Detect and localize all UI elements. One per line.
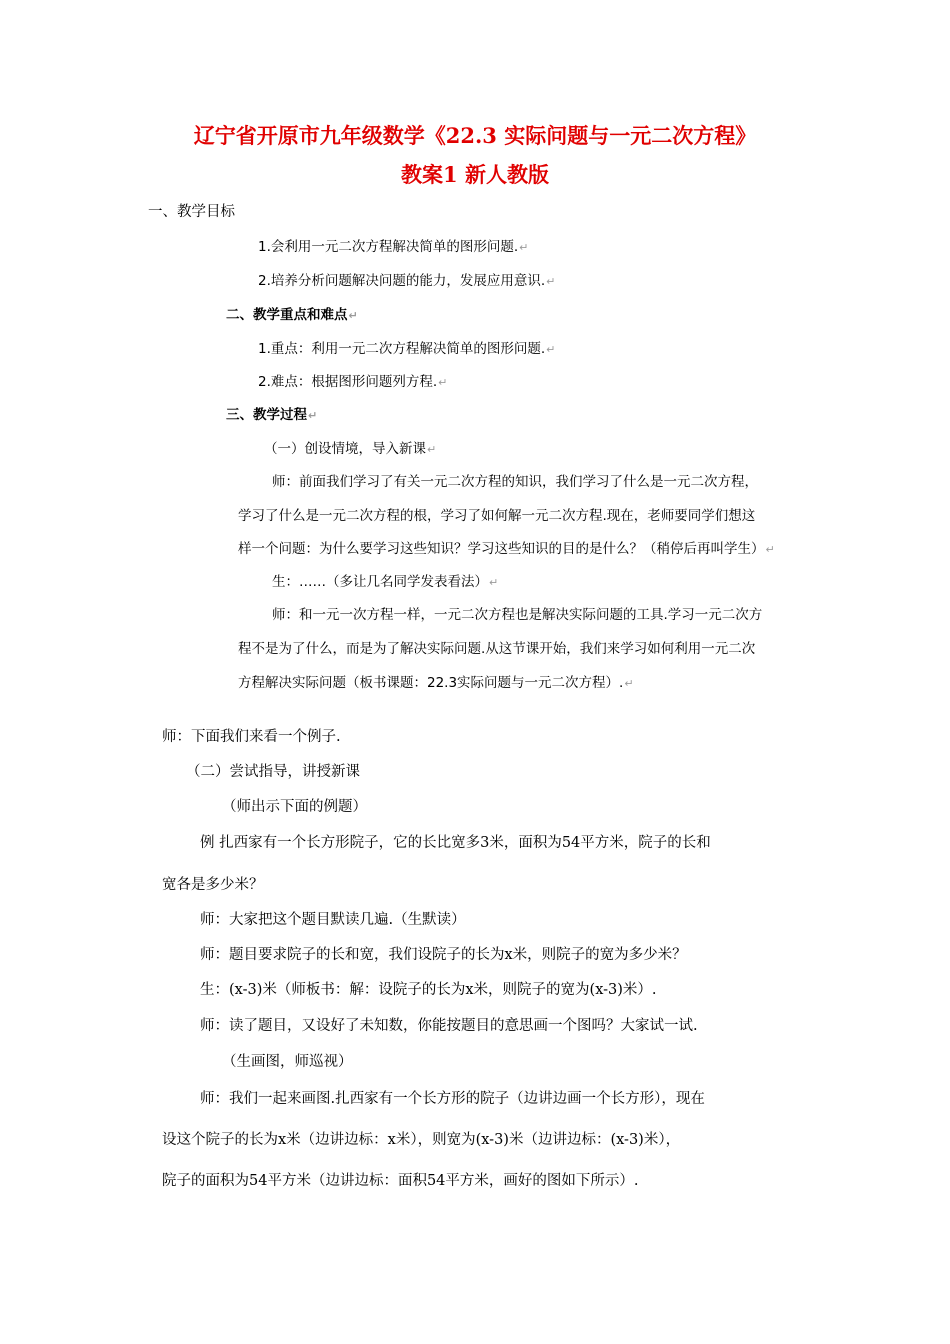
paragraph-mark-icon: ↵ [765,543,775,556]
body-line-4: 师：大家把这个题目默读几遍.（生默读） [200,912,466,928]
paragraph-mark-icon: ↵ [624,677,634,690]
section3-para1-line3: 样一个问题：为什么要学习这些知识？学习这些知识的目的是什么？（稍停后再叫学生）↵ [238,541,775,557]
section2-item-2: 2.难点：根据图形问题列方程.↵ [258,374,448,390]
body-line-5: 师：题目要求院子的长和宽，我们设院子的长为x米，则院子的宽为多少米？ [200,947,687,963]
example-line-2: 宽各是多少米？ [162,877,264,893]
body-line-8: （生画图，师巡视） [222,1054,353,1070]
section2-item-1: 1.重点：利用一元二次方程解决简单的图形问题.↵ [258,341,556,357]
example-line-1: 例 扎西家有一个长方形院子，它的长比宽多3米，面积为54平方米，院子的长和 [200,835,711,851]
paragraph-mark-icon: ↵ [546,275,556,288]
section3-para2: 生：……（多让几名同学发表看法）↵ [272,574,499,590]
section1-heading: 一、教学目标 [148,204,235,220]
body-line-6: 生：(x-3)米（师板书：解：设院子的长为x米，则院子的宽为(x-3)米）. [200,982,657,998]
body-line-7: 师：读了题目，又设好了未知数，你能按题目的意思画一个图吗？大家试一试. [200,1018,698,1034]
last-para-line-2: 设这个院子的长为x米（边讲边标：x米），则宽为(x-3)米（边讲边标：(x-3)米）， [162,1132,681,1148]
section1-item-2: 2.培养分析问题解决问题的能力，发展应用意识.↵ [258,273,556,289]
paragraph-mark-icon: ↵ [427,443,437,456]
section3-para3-line3: 方程解决实际问题（板书课题：22.3实际问题与一元二次方程）.↵ [238,675,634,691]
section3-para1-line2: 学习了什么是一元二次方程的根，学习了如何解一元二次方程.现在，老师要同学们想这 [238,508,756,524]
last-para-line-1: 师：我们一起来画图.扎西家有一个长方形的院子（边讲边画一个长方形），现在 [200,1091,705,1107]
section3-heading: 三、教学过程↵ [226,407,318,423]
paragraph-mark-icon: ↵ [489,576,499,589]
section1-item-1: 1.会利用一元二次方程解决简单的图形问题.↵ [258,239,529,255]
last-para-line-3: 院子的面积为54平方米（边讲边标：面积54平方米，画好的图如下所示）. [162,1173,639,1189]
paragraph-mark-icon: ↵ [519,241,529,254]
paragraph-mark-icon: ↵ [546,343,556,356]
section2-heading: 二、教学重点和难点↵ [226,307,358,323]
paragraph-mark-icon: ↵ [348,309,358,322]
section3-subheading: （一）创设情境，导入新课↵ [264,441,437,457]
body-line-3: （师出示下面的例题） [222,799,367,815]
document-title-line1: 辽宁省开原市九年级数学《22.3 实际问题与一元二次方程》 [193,123,757,148]
section3-para3-line2: 程不是为了什么，而是为了解决实际问题.从这节课开始，我们来学习如何利用一元二次 [238,641,756,657]
body-line-1: 师：下面我们来看一个例子. [162,729,341,745]
paragraph-mark-icon: ↵ [438,376,448,389]
document-title-line2: 教案1 新人教版 [401,162,549,187]
paragraph-mark-icon: ↵ [308,409,318,422]
section3-para3-line1: 师：和一元一次方程一样，一元二次方程也是解决实际问题的工具.学习一元二次方 [272,607,763,623]
section3-para1-line1: 师：前面我们学习了有关一元二次方程的知识，我们学习了什么是一元二次方程， [272,474,758,490]
body-line-2: （二）尝试指导，讲授新课 [186,764,360,780]
